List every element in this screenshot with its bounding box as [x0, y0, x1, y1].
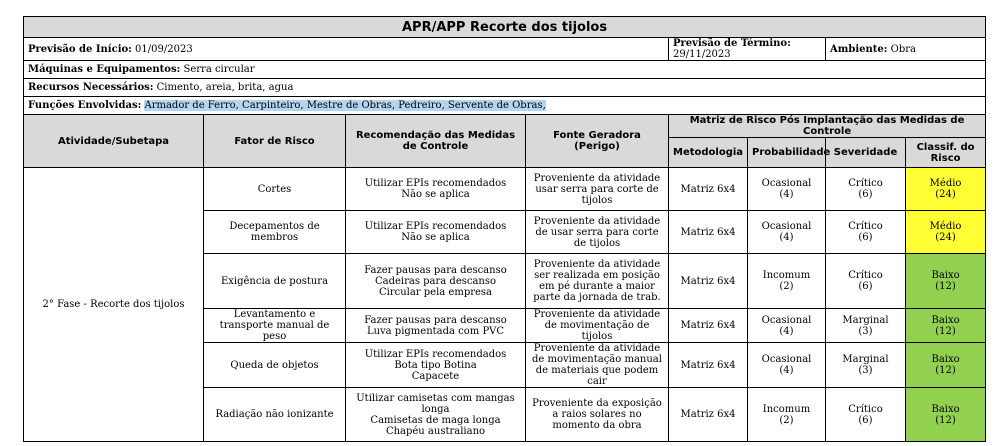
- page-title: APR/APP Recorte dos tijolos: [24, 17, 986, 38]
- severidade-cell: Marginal (3): [826, 309, 906, 343]
- recomendacao-line: Não se aplica: [401, 232, 470, 243]
- metodologia-cell: Matriz 6x4: [669, 343, 748, 388]
- recomendacao-line: Cadeiras para descanso: [374, 275, 497, 287]
- header-atividade: Atividade/Subetapa: [24, 115, 204, 168]
- recomendacao-line: Fazer pausas para descanso: [364, 314, 507, 326]
- metodologia-cell: Matriz 6x4: [669, 168, 748, 211]
- header-fator: Fator de Risco: [204, 115, 346, 168]
- recursos-field: Recursos Necessários: Cimento, areia, brita, agua: [24, 79, 986, 97]
- probabilidade-cell: Incomum (2): [748, 388, 826, 442]
- table-row: [24, 168, 986, 211]
- header-metodologia: Metodologia: [669, 138, 748, 168]
- apr-table: [23, 16, 986, 442]
- header-fonte: Fonte Geradora (Perigo): [526, 115, 669, 168]
- header-matriz: Matriz de Risco Pós Implantação das Medidas de Controle: [669, 115, 986, 138]
- header-classif: Classif. do Risco: [906, 138, 986, 168]
- recomendacao-cell: [346, 343, 526, 388]
- fator-cell: Radiação não ionizante: [204, 388, 346, 442]
- fator-cell: Decepamentos de membros: [204, 211, 346, 254]
- probabilidade-cell: Ocasional (4): [748, 168, 826, 211]
- recomendacao-line: Chapéu australiano: [385, 425, 486, 437]
- inicio-field: Previsão de Início: 01/09/2023: [24, 38, 669, 61]
- recomendacao-line: Utilizar EPIs recomendados: [364, 178, 507, 189]
- fonte-cell: Proveniente da atividade usar serra para corte de tijolos: [526, 168, 669, 211]
- recomendacao-line: Utilizar EPIs recomendados: [364, 221, 507, 232]
- fator-cell: Cortes: [204, 168, 346, 211]
- recomendacao-line: Camisetas de maga longa: [370, 414, 501, 426]
- fonte-cell: Proveniente da atividade de movimentação manual de materiais que podem cair: [526, 343, 669, 388]
- classif-cell: Médio (24): [906, 168, 986, 211]
- risk-rows: [24, 168, 986, 442]
- probabilidade-cell: Ocasional (4): [748, 211, 826, 254]
- probabilidade-cell: Incomum (2): [748, 254, 826, 309]
- fator-cell: Levantamento e transporte manual de peso: [204, 309, 346, 343]
- header-probabilidade: Probabilidade: [748, 138, 826, 168]
- fonte-cell: Proveniente da atividade ser realizada em posição em pé durante a maior parte da jornada de trab.: [526, 254, 669, 309]
- metodologia-cell: Matriz 6x4: [669, 211, 748, 254]
- ambiente-field: Ambiente: Obra: [826, 38, 986, 61]
- recomendacao-line: Bota tipo Botina: [394, 359, 477, 371]
- recomendacao-cell: [346, 388, 526, 442]
- termino-field: Previsão de Término: 29/11/2023: [669, 38, 826, 61]
- recomendacao-line: Fazer pausas para descanso: [364, 264, 507, 276]
- recomendacao-line: Luva pigmentada com PVC: [366, 325, 505, 337]
- recomendacao-line: Utilizar EPIs recomendados: [364, 348, 507, 360]
- classif-cell: Médio (24): [906, 211, 986, 254]
- severidade-cell: Marginal (3): [826, 343, 906, 388]
- probabilidade-cell: Ocasional (4): [748, 343, 826, 388]
- classif-cell: Baixo (12): [906, 254, 986, 309]
- recomendacao-line: Capacete: [411, 370, 460, 382]
- fator-cell: Exigência de postura: [204, 254, 346, 309]
- classif-cell: Baixo (12): [906, 388, 986, 442]
- classif-cell: Baixo (12): [906, 309, 986, 343]
- probabilidade-cell: Ocasional (4): [748, 309, 826, 343]
- metodologia-cell: Matriz 6x4: [669, 309, 748, 343]
- fator-cell: Queda de objetos: [204, 343, 346, 388]
- funcoes-field: Funções Envolvidas: Armador de Ferro, Carpinteiro, Mestre de Obras, Pedreiro, Servente de Obras,: [24, 97, 986, 115]
- funcoes-selected-text: Armador de Ferro, Carpinteiro, Mestre de Obras, Pedreiro, Servente de Obras,: [144, 100, 546, 111]
- recomendacao-line: Circular pela empresa: [378, 286, 493, 298]
- metodologia-cell: Matriz 6x4: [669, 388, 748, 442]
- activity-cell: 2° Fase - Recorte dos tijolos: [24, 168, 204, 442]
- recomendacao-cell: [346, 168, 526, 211]
- fonte-cell: Proveniente da exposição a raios solares no momento da obra: [526, 388, 669, 442]
- recomendacao-cell: [346, 211, 526, 254]
- classif-cell: Baixo (12): [906, 343, 986, 388]
- metodologia-cell: Matriz 6x4: [669, 254, 748, 309]
- fonte-cell: Proveniente da atividade de usar serra para corte de tijolos: [526, 211, 669, 254]
- severidade-cell: Crítico (6): [826, 211, 906, 254]
- severidade-cell: Crítico (6): [826, 168, 906, 211]
- header-recomendacao: Recomendação das Medidas de Controle: [346, 115, 526, 168]
- maquinas-field: Máquinas e Equipamentos: Serra circular: [24, 61, 986, 79]
- recomendacao-line: Utilizar camisetas com mangas longa: [356, 392, 515, 415]
- recomendacao-cell: [346, 309, 526, 343]
- recomendacao-line: Não se aplica: [401, 189, 470, 200]
- severidade-cell: Crítico (6): [826, 388, 906, 442]
- fonte-cell: Proveniente da atividade de movimentação de tijolos: [526, 309, 669, 343]
- recomendacao-cell: [346, 254, 526, 309]
- severidade-cell: Crítico (6): [826, 254, 906, 309]
- header-severidade: Severidade: [826, 138, 906, 168]
